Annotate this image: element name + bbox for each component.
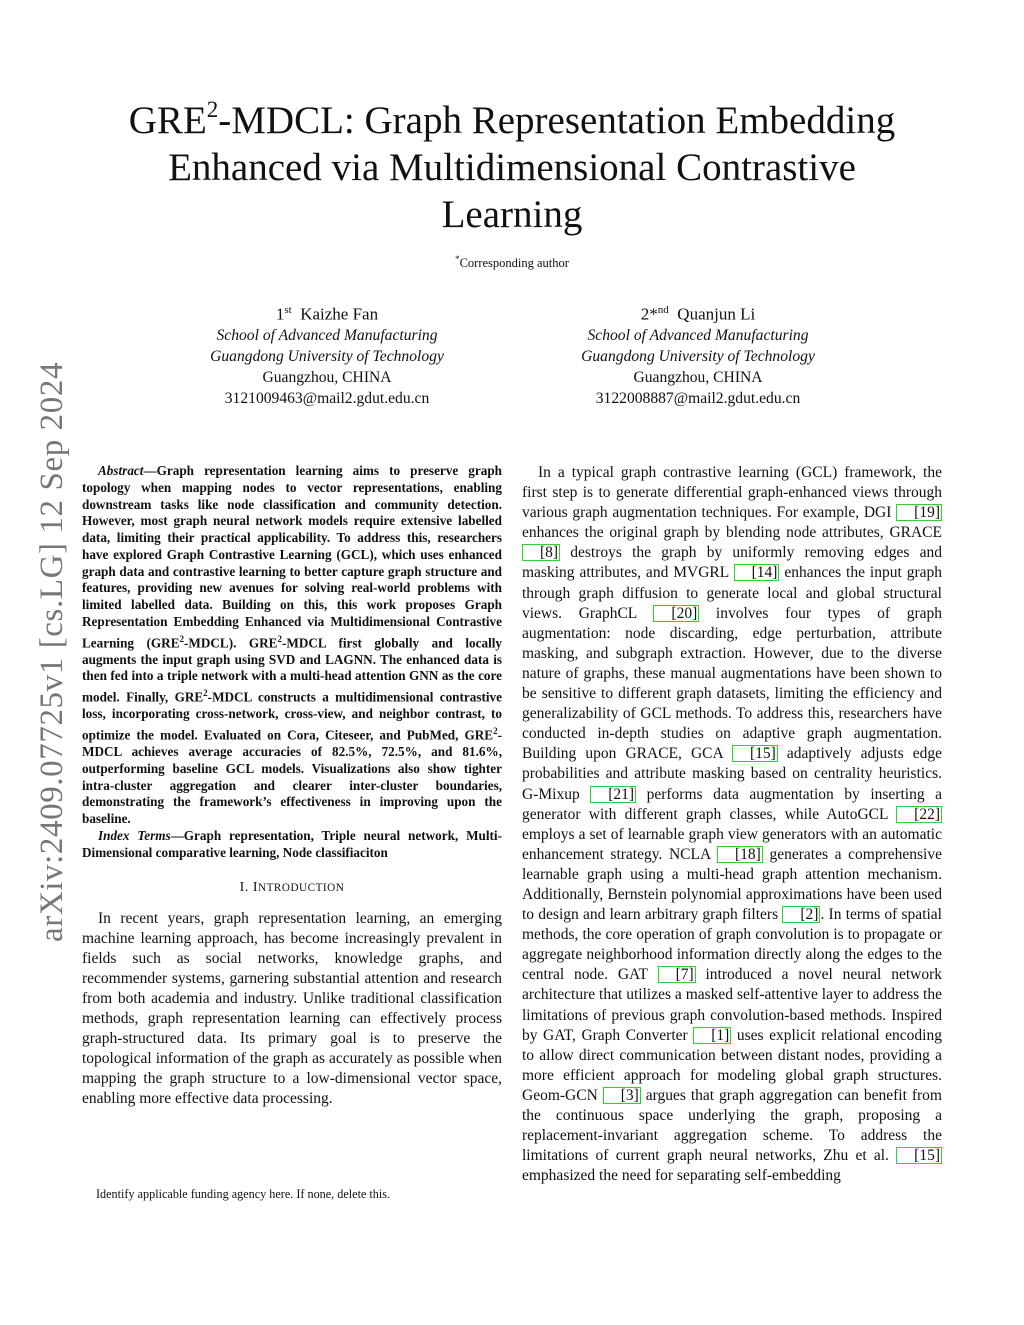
arxiv-stamp: arXiv:2409.07725v1 [cs.LG] 12 Sep 2024 xyxy=(34,361,70,942)
section-title-initial: I xyxy=(252,880,259,896)
body-text: involves four types of graph augmentation: node discarding, edge perturbation, attribute masking, and subgraph extraction. However, due to the diverse nature of graphs, these manual augmentations have been shown to be sensitive to different graph datasets, limiting the efficiency and generalizability of GCL methods. To address this, researchers have conducted in-depth studies on adaptive graph augmentation. Building upon GRACE, GCA xyxy=(522,604,942,763)
author-university: Guangdong University of Technology xyxy=(210,347,444,365)
author-number: 2* xyxy=(640,304,658,324)
body-text: enhances the input graph through graph diffusion to generate local and global structural views. GraphCL xyxy=(522,564,943,622)
citation-link[interactable]: [15] xyxy=(732,745,778,762)
abstract-text: —Graph representation learning aims to preserve graph topology when mapping nodes to vector representations, enabling downstream tasks like node classification and community detection. However, most graph neural network models require extensive labelled data, limiting their practical applicability. To address this, researchers have explored Graph Contrastive Learning (GCL), which uses enhanced graph data and contrastive learning to better capture graph structure and features, providing new avenues for solving real-world problems with limited labelled data. Building on this, this work proposes Graph Representation Embedding Enhanced via Multidimensional Contrastive Learning (GRE xyxy=(82,463,502,650)
paper-title xyxy=(90,88,934,238)
author-department: School of Advanced Manufacturing xyxy=(587,326,809,344)
abstract-label: Abstract xyxy=(98,463,144,478)
abstract-text: -MDCL constructs a multidimensional contrastive loss, incorporating cross-network, cross-view, and neighbor contrast, to optimize the model. Evaluated on Cora, Citeseer, and PubMed, GRE xyxy=(82,689,502,743)
body-text: introduced a novel neural network architecture that utilizes a masked self-attentive layer to address the limitations of previous graph convolution-based methods. Inspired by GAT, Graph Converter xyxy=(522,966,942,1044)
abstract-text: -MDCL first globally and locally augments the input graph using SVD and LAGNN. The enhanced data is then fed into a triple network with a multi-head attention GNN as the core model. Finally, GRE xyxy=(82,634,503,705)
corresponding-note xyxy=(0,254,1024,271)
section-title-rest: NTRODUCTION xyxy=(258,882,345,895)
body-text: . In terms of spatial methods, the core operation of graph convolution is to propagate or aggregate neighborhood information directly along the edges to the central node. GAT xyxy=(522,906,942,984)
author-block-1 xyxy=(157,300,497,409)
author-email: 3121009463@mail2.gdut.edu.cn xyxy=(224,389,430,407)
body-text: In a typical graph contrastive learning (GCL) framework, the first step is to generate differential graph-enhanced views through various graph augmentation techniques. For example, DGI xyxy=(522,464,942,522)
citation-link[interactable]: [2] xyxy=(782,906,820,923)
author-university: Guangdong University of Technology xyxy=(581,347,815,365)
citation-link[interactable]: [18] xyxy=(717,846,763,863)
body-text: argues that graph aggregation can benefit from the continuous space underlying the graph, proposing a replacement-invariant aggregation scheme. To address the limitations of current graph neural networks, Zhu et al. xyxy=(522,1086,942,1165)
author-name-line xyxy=(157,300,497,325)
body-text: emphasized the need for separating self-embedding xyxy=(522,1167,841,1185)
footnote: Identify applicable funding agency here. If none, delete this. xyxy=(96,1187,391,1201)
citation-link[interactable]: [22] xyxy=(896,806,942,823)
body-text: uses explicit relational encoding to allow direct communication between distant nodes, providing a more efficient approach for modeling global graph structures. Geom-GCN xyxy=(522,1026,942,1104)
title-line3: Learning xyxy=(441,193,583,236)
author-ordinal: nd xyxy=(657,304,669,316)
index-terms xyxy=(82,828,502,862)
author-number: 1 xyxy=(275,304,285,324)
abstract-text: -MDCL). GRE xyxy=(184,634,278,650)
citation-link[interactable]: [15] xyxy=(896,1147,942,1164)
section-heading xyxy=(82,878,502,898)
corresponding-mark: * xyxy=(455,254,460,264)
author-city: Guangzhou, CHINA xyxy=(633,368,763,386)
body-text: enhances the original graph by blending node attributes, GRACE xyxy=(522,524,942,542)
body-text: generates a comprehensive learnable graph using a multi-head graph attention mechanism. Additionally, Bernstein polynomial approximations have been used to design and learn arbitrary graph filters xyxy=(522,845,942,924)
superscript: 2 xyxy=(203,688,208,699)
title-line2: Enhanced via Multidimensional Contrastive xyxy=(168,146,856,189)
body-paragraph xyxy=(522,463,942,1186)
title-superscript: 2 xyxy=(206,97,219,122)
body-text: destroys the graph by uniformly removing edges and masking attributes, and MVGRL xyxy=(522,544,942,582)
right-column xyxy=(522,463,942,1186)
left-column xyxy=(82,463,502,1109)
body-text: employs a set of learnable graph view generators with an automatic enhancement strategy. NCLA xyxy=(522,825,942,863)
author-city: Guangzhou, CHINA xyxy=(262,368,392,386)
abstract-text: -MDCL achieves average accuracies of 82.5%, 72.5%, and 81.6%, outperforming baseline GCL models. Visualizations also show tighter intra-cluster aggregation and clearer inter-cluster boundaries, demonstrating the framework’s effectiveness in improving upon the baseline. xyxy=(82,727,502,827)
superscript: 2 xyxy=(493,726,498,737)
citation-link[interactable]: [19] xyxy=(896,504,942,521)
author-block-2 xyxy=(528,300,868,409)
citation-link[interactable]: [21] xyxy=(590,786,636,803)
intro-paragraph: In recent years, graph representation learning, an emerging machine learning approach, has become increasingly prevalent in fields such as social networks, knowledge graphs, and recommender systems, garnering substantial attention and research from both academia and industry. Unlike traditional classification methods, graph representation learning can effectively process graph-structured data. Its primary goal is to preserve the topological information of the graph as accurately as possible when mapping the graph structure to a low-dimensional vector space, enabling more effective data processing. xyxy=(82,909,502,1108)
body-text: performs data augmentation by inserting a generator with different graph classes, while AutoGCL xyxy=(522,785,942,823)
author-name-line xyxy=(528,300,868,325)
corresponding-text: Corresponding author xyxy=(459,256,569,271)
section-number: I. xyxy=(239,880,253,896)
citation-link[interactable]: [3] xyxy=(603,1087,641,1104)
title-line1-pre: GRE xyxy=(128,99,207,142)
citation-link[interactable]: [20] xyxy=(653,605,699,622)
index-terms-text: —Graph representation, Triple neural network, Multi-Dimensional comparative learning, Node classifiaciton xyxy=(82,827,502,860)
body-text: adaptively adjusts edge probabilities and attribute masking based on centrality heuristics. G-Mixup xyxy=(522,745,942,803)
index-terms-label: Index Terms xyxy=(98,827,171,843)
author-email: 3122008887@mail2.gdut.edu.cn xyxy=(595,389,801,407)
author-ordinal: st xyxy=(284,304,292,316)
author-department: School of Advanced Manufacturing xyxy=(216,326,438,344)
abstract xyxy=(82,463,502,828)
citation-link[interactable]: [8] xyxy=(522,544,560,561)
superscript: 2 xyxy=(179,633,185,644)
author-name: Kaizhe Fan xyxy=(300,304,379,324)
citation-link[interactable]: [7] xyxy=(658,966,696,983)
superscript: 2 xyxy=(277,633,282,644)
title-line1-post: -MDCL: Graph Representation Embedding xyxy=(218,99,896,142)
citation-link[interactable]: [14] xyxy=(734,564,780,581)
author-name: Quanjun Li xyxy=(677,304,756,324)
citation-link[interactable]: [1] xyxy=(693,1027,731,1044)
